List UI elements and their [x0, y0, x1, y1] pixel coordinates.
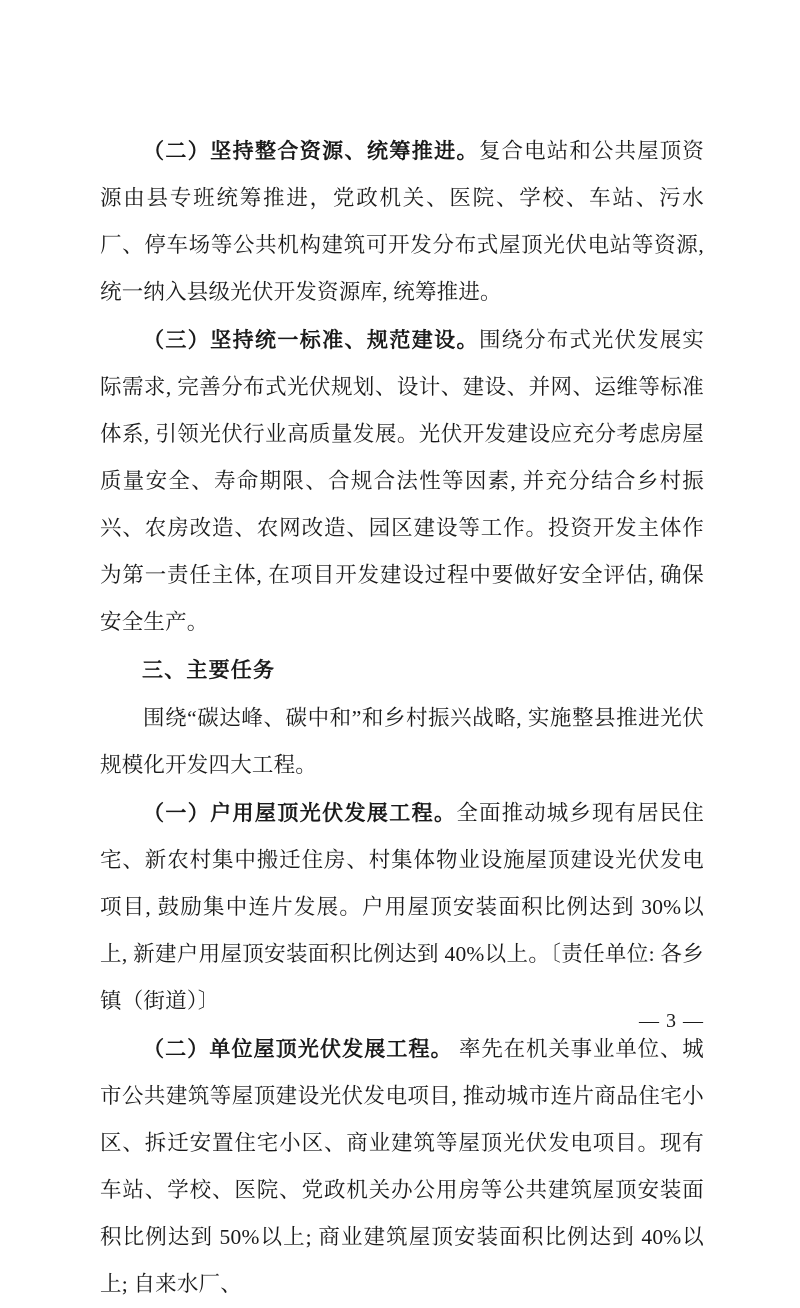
- paragraph-integrate-resources: [100, 128, 704, 316]
- paragraph-text-unit-rooftop: 率先在机关事业单位、城市公共建筑等屋顶建设光伏发电项目, 推动城市连片商品住宅小区、拆迁安置住宅小区、商业建筑等屋顶光伏发电项目。现有车站、学校、医院、党政机关办公用房等公共建筑屋顶安装面积比例达到 50%以上; 商业建筑屋顶安装面积比例达到 40%以上; 自来水厂、: [100, 1037, 705, 1296]
- paragraph-text-carbon-strategy: 围绕“碳达峰、碳中和”和乡村振兴战略, 实施整县推进光伏规模化开发四大工程。: [100, 706, 704, 777]
- paragraph-household-rooftop: [100, 790, 704, 1025]
- paragraph-unit-rooftop: [100, 1026, 704, 1308]
- paragraph-unified-standards: [100, 317, 704, 646]
- paragraph-text-household-rooftop: 全面推动城乡现有居民住宅、新农村集中搬迁住房、村集体物业设施屋顶建设光伏发电项目, 鼓励集中连片发展。户用屋顶安装面积比例达到 30%以上, 新建户用屋顶安装面积比例达到 40%以上。〔责任单位: 各乡镇（街道）〕: [100, 801, 704, 1013]
- paragraph-carbon-strategy: [100, 695, 704, 789]
- paragraph-lead-unit-rooftop: （二）单位屋顶光伏发展工程。: [143, 1037, 453, 1061]
- paragraph-text-integrate-resources: 复合电站和公共屋顶资源由县专班统筹推进，党政机关、医院、学校、车站、污水厂、停车场等公共机构建筑可开发分布式屋顶光伏电站等资源, 统一纳入县级光伏开发资源库, 统筹推进。: [100, 139, 704, 304]
- document-body: [100, 128, 704, 1308]
- paragraph-lead-integrate-resources: （二）坚持整合资源、统筹推进。: [143, 139, 479, 163]
- paragraph-lead-unified-standards: （三）坚持统一标准、规范建设。: [143, 328, 479, 352]
- section-heading-main-tasks: 三、主要任务: [142, 658, 276, 682]
- page-number-footer: — 3 —: [639, 1010, 704, 1032]
- paragraph-text-unified-standards: 围绕分布式光伏发展实际需求, 完善分布式光伏规划、设计、建设、并网、运维等标准体系, 引领光伏行业高质量发展。光伏开发建设应充分考虑房屋质量安全、寿命期限、合规合法性等因素, 并充分结合乡村振兴、农房改造、农网改造、园区建设等工作。投资开发主体作为第一责任主体, 在项目开发建设过程中要做好安全评估, 确保安全生产。: [100, 328, 704, 634]
- paragraph-lead-household-rooftop: （一）户用屋顶光伏发展工程。: [143, 801, 457, 825]
